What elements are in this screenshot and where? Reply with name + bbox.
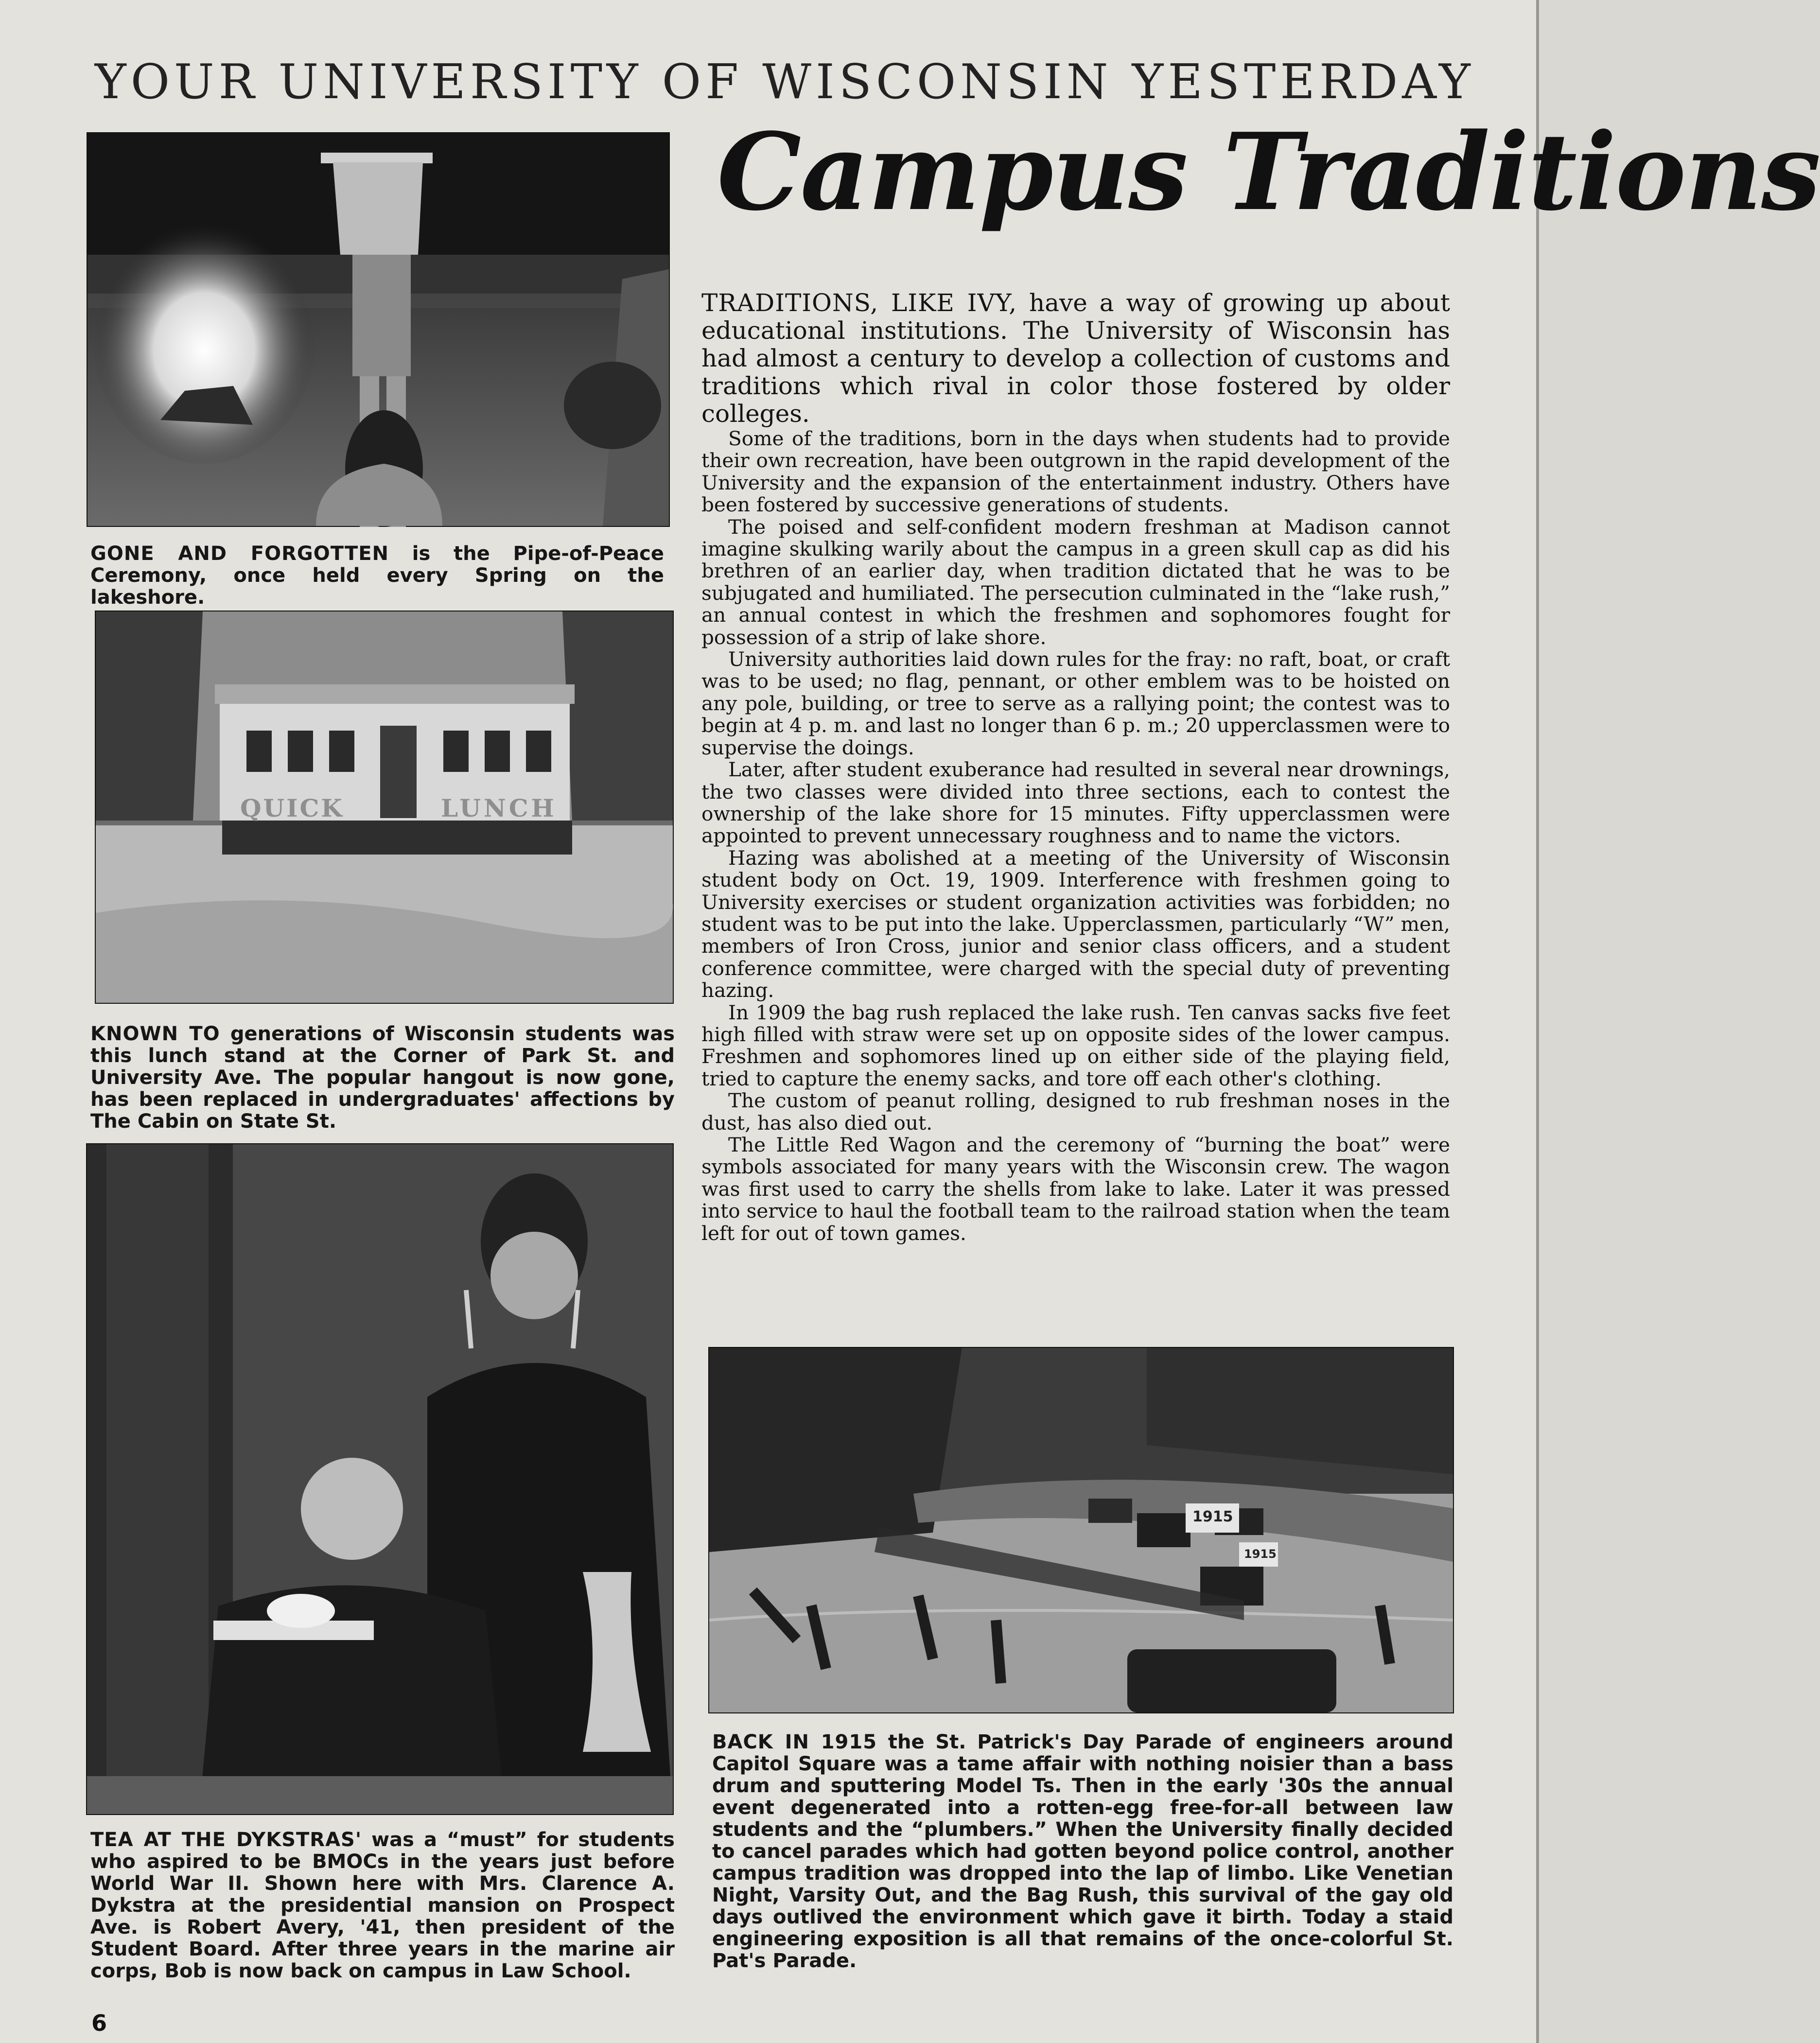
paragraph: Hazing was abolished at a meeting of the University of Wisconsin student body on Oct. 19, 1909. Interference with freshmen going to University exercises or student organization activities was forbidden; no student was to be put into the lake. Upperclassmen, particularly “W” men, members of Iron Cross, junior and senior class officers, and a student conference committee, were charged with the special duty of preventing hazing. bbox=[701, 846, 1450, 1002]
parade-caption bbox=[712, 1731, 1453, 1972]
page-number: 6 bbox=[91, 2010, 107, 2036]
caption-text: generations of Wisconsin students was this lunch stand at the Corner of Park St. and University Ave. The popular hangout is now gone, has been replaced in undergraduates' affections by The Cabin on State St. bbox=[90, 1023, 675, 1133]
caption-text: was a “must” for students who aspired to be BMOCs in the years just before World War II. Shown here with Mrs. Clarence A. Dykstra at the presidential mansion on Prospect Ave. is Robert Avery, '41, then president of the Student Board. After three years in the marine air corps, Bob is now back on campus in Law School. bbox=[90, 1829, 675, 1982]
lunch-sign: LUNCH bbox=[441, 794, 557, 822]
caption-lead: GONE AND FORGOTTEN bbox=[90, 542, 389, 565]
quick-lunch-caption bbox=[90, 1023, 675, 1133]
pipe-of-peace-photo bbox=[87, 132, 670, 527]
parade-photo bbox=[708, 1347, 1454, 1713]
article-title: Campus Traditions bbox=[717, 110, 1820, 234]
quick-lunch-photo bbox=[95, 611, 674, 1004]
lede-text: have a way of growing up about educational institutions. The University of Wisconsin has had almost a century to develop a collection of customs and traditions which rival in color those fostered by older colleges. bbox=[701, 289, 1450, 428]
article-lede bbox=[701, 289, 1450, 428]
caption-text: is the Pipe-of-Peace Ceremony, once held every Spring on the lakeshore. bbox=[90, 542, 664, 609]
caption-lead: BACK IN 1915 bbox=[712, 1731, 877, 1753]
paragraph: The Little Red Wagon and the ceremony of “burning the boat” were symbols associated for many years with the Wisconsin crew. The wagon was first used to carry the shells from lake to lake. Later it was pressed into service to haul the football team to the railroad station when the team left for out of town games. bbox=[701, 1133, 1450, 1245]
lede-lead: TRADITIONS, LIKE IVY, bbox=[701, 289, 1017, 317]
parade-banner-1915: 1915 bbox=[1192, 1508, 1233, 1525]
parade-banner-1915-small: 1915 bbox=[1244, 1547, 1277, 1561]
running-head: YOUR UNIVERSITY OF WISCONSIN YESTERDAY bbox=[95, 54, 1475, 110]
paragraph: The poised and self-confident modern freshman at Madison cannot imagine skulking warily about the campus in a green skull cap as did his brethren of an earlier day, when tradition dictated that he was to be subjugated and humiliated. The persecution culminated in the “lake rush,” an annual contest in which the freshmen and sophomores fought for possession of a strip of lake shore. bbox=[701, 515, 1450, 649]
caption-text: the St. Patrick's Day Parade of engineers around Capitol Square was a tame affair with nothing noisier than a bass drum and sputtering Model Ts. Then in the early '30s the annual event degenerated into a rotten-egg free-for-all between law students and the “plumbers.” When the University finally decided to cancel parades which had gotten beyond police control, another campus tradition was dropped into the lap of limbo. Like Venetian Night, Varsity Out, and the Bag Rush, this survival of the gay old days outlived the environment which gave it birth. Today a staid engineering exposition is all that remains of the once-colorful St. Pat's Parade. bbox=[712, 1731, 1453, 1972]
paragraph: Later, after student exuberance had resulted in several near drownings, the two classes were divided into three sections, each to contest the ownership of the lake shore for 15 minutes. Fifty upperclassmen were appointed to prevent unnecessary roughness and to name the victors. bbox=[701, 758, 1450, 848]
quick-sign: QUICK bbox=[240, 794, 344, 822]
dykstra-tea-caption bbox=[90, 1829, 675, 1982]
article-body bbox=[701, 428, 1450, 1244]
paragraph: University authorities laid down rules for the fray: no raft, boat, or craft was to be used; no flag, pennant, or other emblem was to be hoisted on any pole, building, or tree to serve as a rallying point; the contest was to begin at 4 p. m. and last no longer than 6 p. m.; 20 upperclassmen were to supervise the doings. bbox=[701, 647, 1450, 759]
paragraph: The custom of peanut rolling, designed to rub freshman noses in the dust, has also died out. bbox=[701, 1089, 1450, 1135]
pipe-of-peace-caption bbox=[90, 543, 664, 609]
paragraph: Some of the traditions, born in the days when students had to provide their own recreation, have been outgrown in the rapid development of the University and the expansion of the entertainment industry. Others have been fostered by successive generations of students. bbox=[701, 427, 1450, 517]
caption-lead: TEA AT THE DYKSTRAS' bbox=[90, 1829, 362, 1851]
dykstra-tea-photo bbox=[86, 1143, 674, 1815]
paragraph: In 1909 the bag rush replaced the lake rush. Ten canvas sacks five feet high filled with straw were set up on opposite sides of the lower campus. Freshmen and sophomores lined up on either side of the playing field, tried to capture the enemy sacks, and tore off each other's clothing. bbox=[701, 1000, 1450, 1090]
caption-lead: KNOWN TO bbox=[90, 1023, 220, 1045]
